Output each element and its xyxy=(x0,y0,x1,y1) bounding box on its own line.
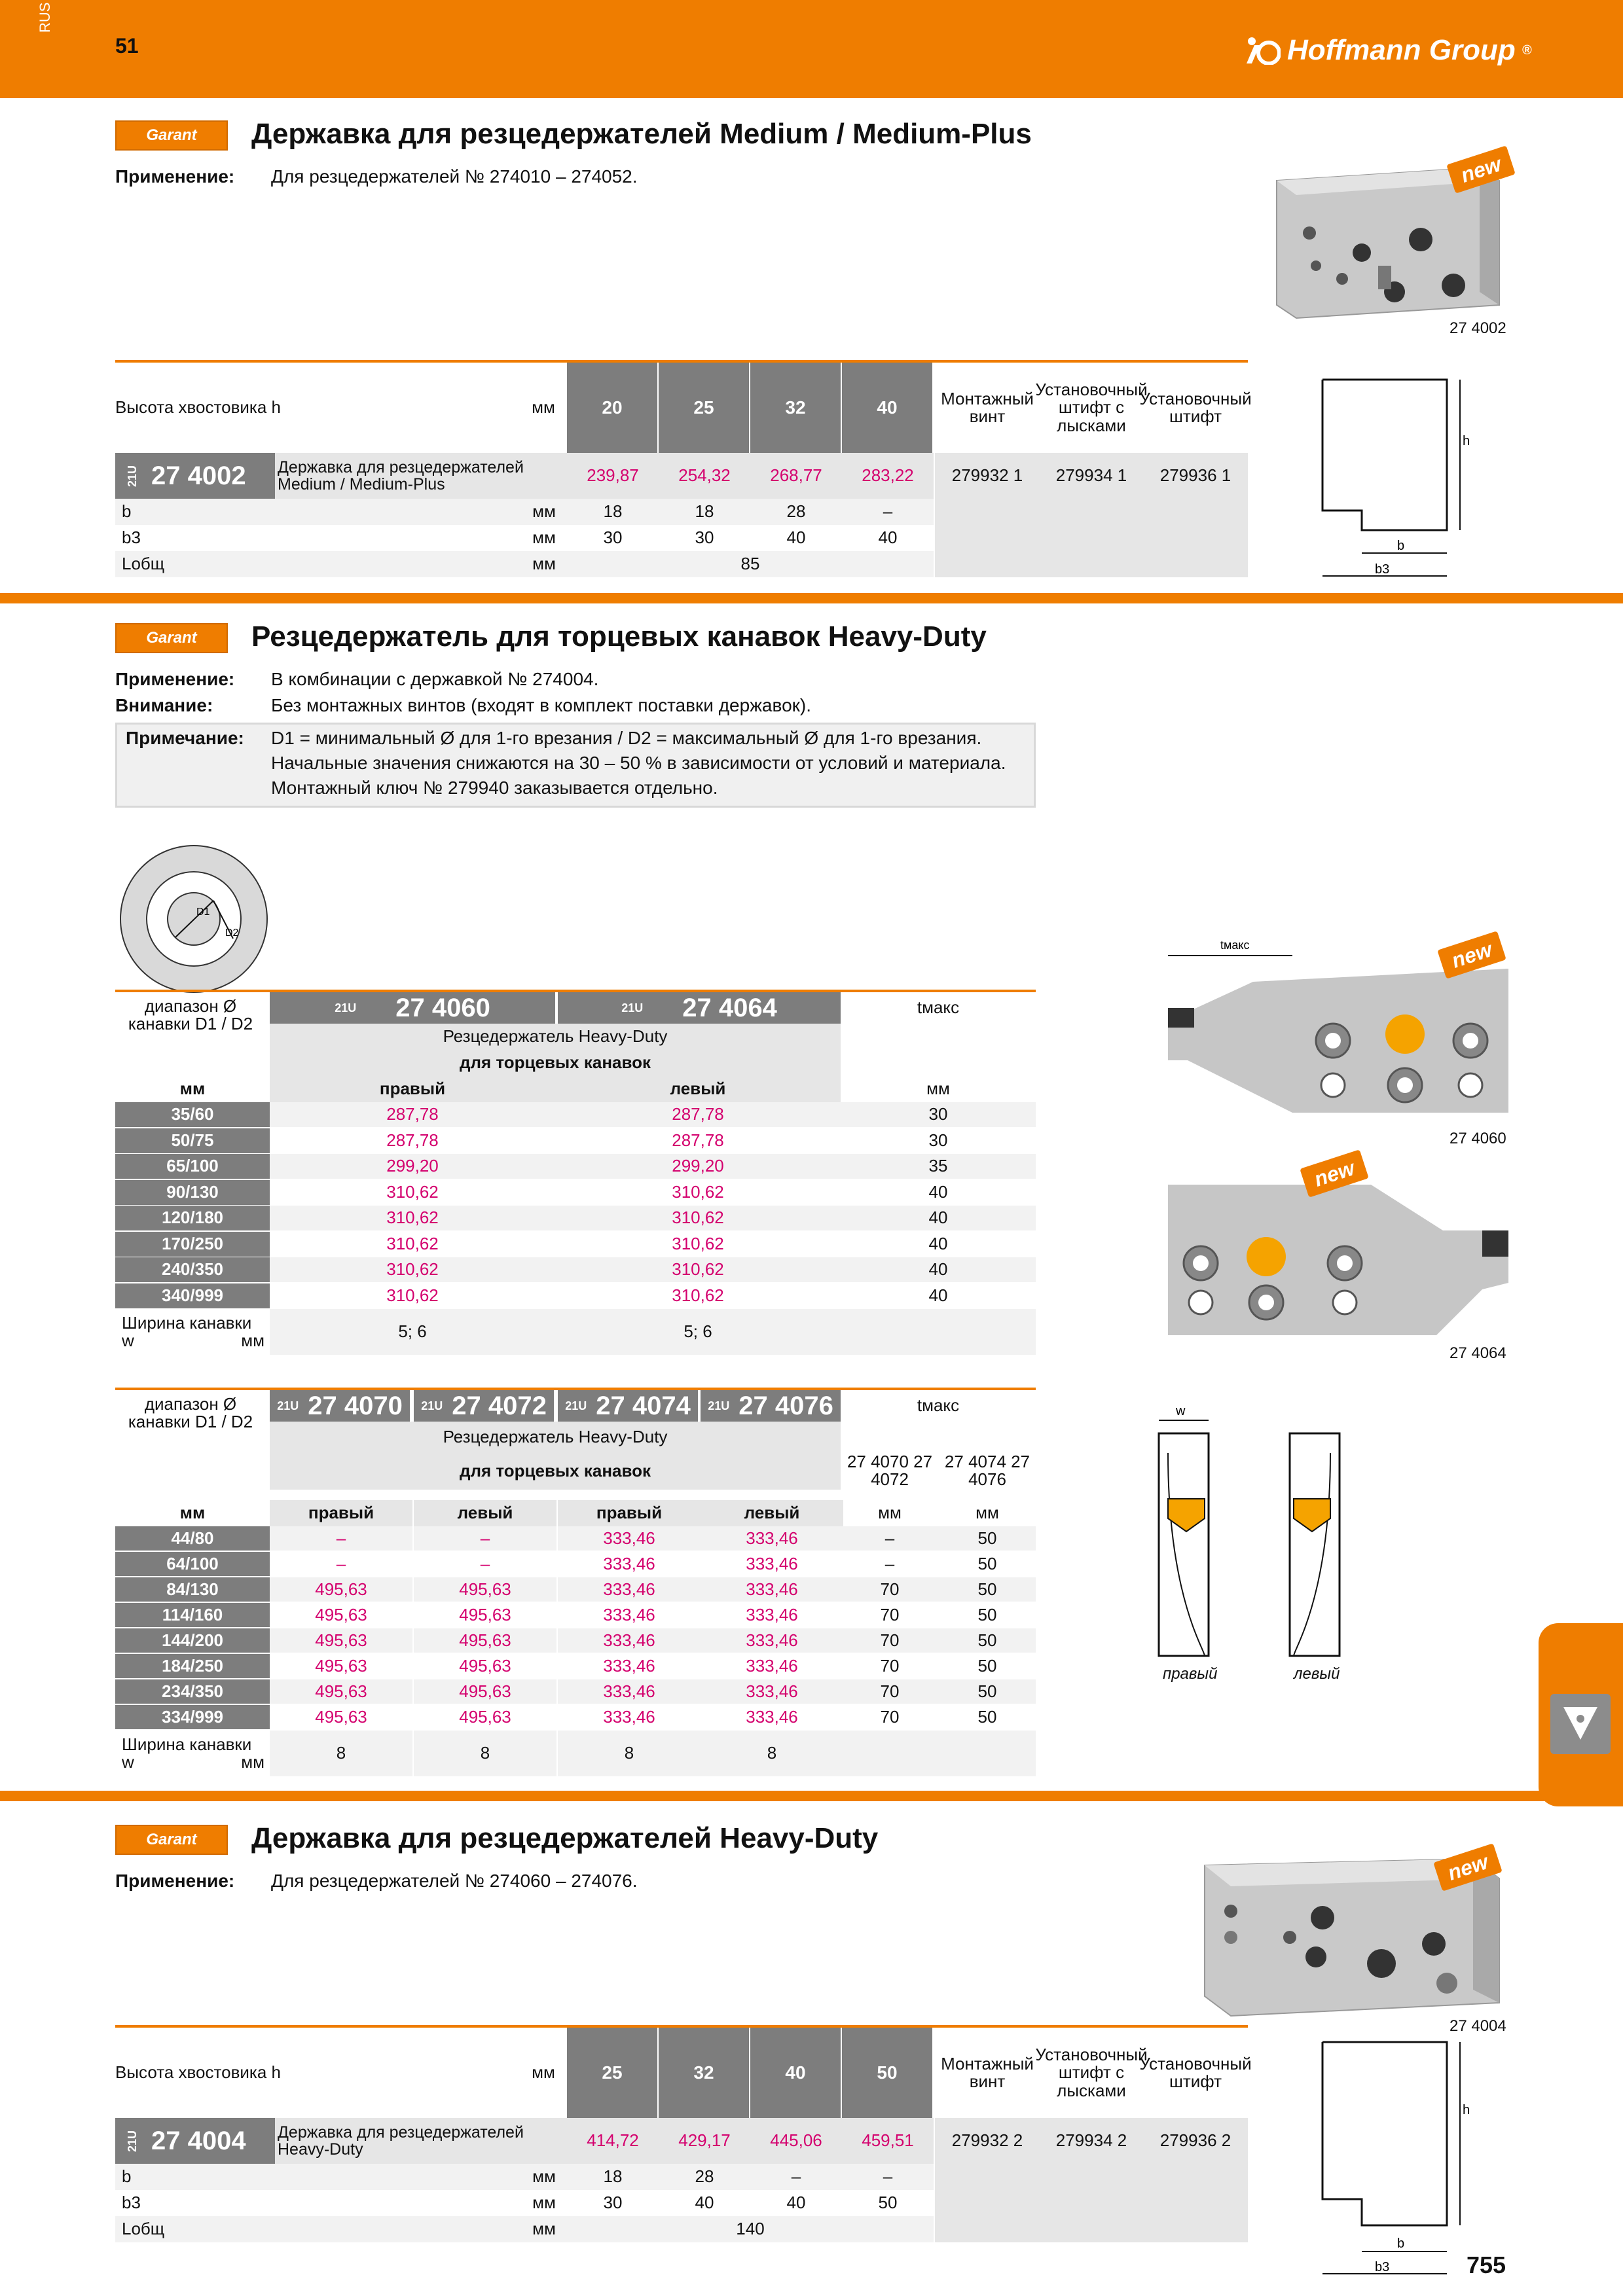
price: 495,63 xyxy=(315,1706,367,1727)
dimension-value: 40 xyxy=(786,2193,806,2213)
article-code xyxy=(270,992,555,1024)
dim-b: b xyxy=(1397,539,1405,553)
extra-part-number: 279932 2 xyxy=(935,2118,1040,2164)
price: 333,46 xyxy=(701,1679,843,1704)
application-text: В комбинации с державкой № 274004. xyxy=(271,669,599,689)
dimension-empty xyxy=(935,2216,1248,2242)
price-left: 310,62 xyxy=(672,1181,724,1202)
insert-direction-diagram xyxy=(1152,1401,1349,1689)
price: 495,63 xyxy=(414,1679,556,1704)
dimension-value: 30 xyxy=(695,528,714,548)
attention-label: Внимание: xyxy=(115,695,213,715)
dimension-label: b3 xyxy=(122,528,141,548)
application-label: Применение: xyxy=(115,1871,235,1891)
dimension-value: 18 xyxy=(567,2164,659,2190)
price-right: 310,62 xyxy=(270,1257,555,1282)
dim-b3: b3 xyxy=(1375,562,1390,577)
price: 268,77 xyxy=(750,453,842,499)
shank-height-label: Высота хвостовика h xyxy=(115,397,281,418)
attention-text: Без монтажных винтов (входят в комплект поставки державок). xyxy=(271,695,811,715)
side-right-header: правый xyxy=(270,1076,555,1102)
dimension-value: 40 xyxy=(695,2193,714,2213)
groove-width-label xyxy=(115,1731,270,1776)
price-right: 310,62 xyxy=(386,1285,439,1305)
shank-size-header: 32 xyxy=(750,363,841,453)
price: 333,46 xyxy=(603,1604,655,1624)
dimension-empty xyxy=(935,2164,1248,2190)
holder-dimension-diagram xyxy=(1316,367,1480,589)
shank-size-header: 20 xyxy=(567,363,657,453)
tmax-value: – xyxy=(841,1526,939,1551)
dimension-value: 40 xyxy=(878,528,898,548)
groove-width-value: 8 xyxy=(270,1731,412,1776)
range-value: 35/60 xyxy=(115,1102,270,1127)
dimension-empty xyxy=(935,499,1248,525)
brand-logo xyxy=(1244,34,1531,67)
price-right: 310,62 xyxy=(270,1206,555,1230)
tmax-value: 50 xyxy=(939,1526,1036,1551)
extra-part-number: 279936 1 xyxy=(1143,453,1248,499)
range-value: 44/80 xyxy=(115,1526,270,1551)
note-line: D1 = минимальный Ø для 1-го врезания / D2 = максимальный Ø для 1-го врезания. xyxy=(271,728,982,748)
groove-width-unit: мм xyxy=(241,1331,264,1350)
tmax-value: 70 xyxy=(880,1604,900,1624)
side-header: левый xyxy=(414,1500,556,1526)
dimension-value: 30 xyxy=(603,2193,623,2213)
dimension-value: 85 xyxy=(567,551,934,577)
dimension-value: 28 xyxy=(750,499,842,525)
chapter-number: 51 xyxy=(115,34,139,58)
extra-header: Установочный штифт xyxy=(1139,2053,1252,2091)
code-prefix: 21U xyxy=(126,465,139,487)
extra-header: Установочный штифт с лысками xyxy=(1035,2045,1148,2100)
new-badge: new xyxy=(1300,1149,1369,1197)
price: 333,46 xyxy=(746,1553,798,1573)
price: 333,46 xyxy=(603,1655,655,1676)
garant-logo xyxy=(115,623,228,653)
side-left-header: левый xyxy=(555,1076,841,1102)
dimension-empty xyxy=(935,2190,1248,2216)
dimension-value: – xyxy=(750,2164,842,2190)
price: – xyxy=(414,1526,556,1551)
price: 495,63 xyxy=(270,1628,412,1653)
tmax-value: 35 xyxy=(841,1154,1036,1179)
groove-width-text: Ширина канавки xyxy=(122,1734,252,1754)
tmax-value: 40 xyxy=(928,1233,948,1253)
description-line: для торцевых канавок xyxy=(270,1050,841,1076)
brand-name: Hoffmann Group xyxy=(1287,34,1516,66)
tmax-group: 27 4070 27 4072 xyxy=(847,1451,933,1489)
shank-size-header: 50 xyxy=(842,2028,932,2118)
dimension-label: Lобщ xyxy=(115,551,521,577)
image-caption: 27 4064 xyxy=(1450,1344,1506,1362)
dimension-unit: мм xyxy=(521,499,567,525)
price: 239,87 xyxy=(567,453,659,499)
price: 283,22 xyxy=(842,453,934,499)
groove-width-empty xyxy=(841,1309,1036,1355)
price: 254,32 xyxy=(659,453,750,499)
price-right: 310,62 xyxy=(386,1233,439,1253)
code-number: 27 4072 xyxy=(452,1391,547,1420)
price: 333,46 xyxy=(746,1706,798,1727)
application-text: Для резцедержателей № 274060 – 274076. xyxy=(271,1871,638,1891)
description-line: Резцедержатель Heavy-Duty xyxy=(270,1422,841,1453)
tmax-unit: мм xyxy=(976,1503,999,1523)
dimension-value: 140 xyxy=(567,2216,934,2242)
tmax-value: 30 xyxy=(841,1102,1036,1127)
garant-logo xyxy=(115,120,228,151)
dimension-value: – xyxy=(842,499,934,525)
extra-part-number: 279932 1 xyxy=(935,453,1040,499)
shank-size-header: 40 xyxy=(750,2028,841,2118)
shank-height-label: Высота хвостовика h xyxy=(115,2062,281,2083)
price-right: 287,78 xyxy=(386,1130,439,1150)
holder-274064-image xyxy=(1161,1165,1515,1348)
note-line: Начальные значения снижаются на 30 – 50 % в зависимости от условий и материала. xyxy=(271,753,1006,773)
code-prefix: 21U xyxy=(421,1399,443,1412)
dim-h: h xyxy=(1463,434,1470,448)
tmax-value: 40 xyxy=(928,1285,948,1305)
code-prefix: 21U xyxy=(565,1399,587,1412)
price-right: 310,62 xyxy=(386,1181,439,1202)
side-header: правый xyxy=(270,1500,412,1526)
extra-header: Установочный штифт с лысками xyxy=(1035,380,1148,435)
price: 333,46 xyxy=(603,1706,655,1727)
groove-width-value: 8 xyxy=(701,1731,843,1776)
dimension-label: b3 xyxy=(122,2193,141,2213)
dimension-value: 50 xyxy=(878,2193,898,2213)
tmax-value: 50 xyxy=(977,1706,997,1727)
price: 495,63 xyxy=(459,1604,511,1624)
groove-width-label xyxy=(115,1309,270,1355)
article-code xyxy=(270,1390,410,1422)
shank-height-unit: мм xyxy=(532,397,555,418)
range-unit: мм xyxy=(179,1079,206,1099)
tmax-value: 40 xyxy=(928,1181,948,1202)
price: 429,17 xyxy=(659,2118,750,2164)
article-code xyxy=(115,453,275,499)
garant-logo-text: Garant xyxy=(146,629,197,647)
code-prefix: 21U xyxy=(126,2130,139,2152)
tmax-value: 40 xyxy=(841,1206,1036,1230)
new-badge: new xyxy=(1433,1843,1503,1891)
dimension-value: 18 xyxy=(567,499,659,525)
range-value: 144/200 xyxy=(115,1628,270,1653)
range-value: 65/100 xyxy=(115,1154,270,1179)
dimension-unit: мм xyxy=(521,551,567,577)
code-number: 27 4064 xyxy=(682,994,777,1022)
application-label: Применение: xyxy=(115,166,235,187)
price: 333,46 xyxy=(558,1628,701,1653)
groove-width-empty xyxy=(841,1731,1036,1776)
groove-width-symbol: w xyxy=(122,1331,134,1350)
tmax-value: 50 xyxy=(939,1679,1036,1704)
shank-size-header: 25 xyxy=(567,2028,657,2118)
image-caption: 27 4060 xyxy=(1450,1130,1506,1147)
range-value: 64/100 xyxy=(115,1552,270,1576)
garant-logo xyxy=(115,1825,228,1855)
application-text: Для резцедержателей № 274010 – 274052. xyxy=(271,166,638,187)
price: – xyxy=(270,1526,412,1551)
side-header: правый xyxy=(558,1500,701,1526)
dim-w: w xyxy=(1176,1404,1186,1418)
article-description: Державка для резцедержателей Medium / Medium-Plus xyxy=(275,453,567,499)
brand-mark: ® xyxy=(1522,43,1532,58)
shank-size-header: 40 xyxy=(842,363,932,453)
article-code xyxy=(701,1390,841,1422)
dimension-unit: мм xyxy=(532,528,556,548)
image-caption: 27 4002 xyxy=(1450,319,1506,337)
page-number: 755 xyxy=(1467,2251,1506,2278)
price: 495,63 xyxy=(315,1604,367,1624)
groove-width-value: 8 xyxy=(558,1731,701,1776)
section-title: Державка для резцедержателей Medium / Medium-Plus xyxy=(251,118,1032,150)
range-value: 170/250 xyxy=(115,1232,270,1257)
tmax-value: 50 xyxy=(977,1553,997,1573)
price: 333,46 xyxy=(746,1655,798,1676)
tmax-value: 70 xyxy=(841,1628,939,1653)
language-tag: RUS xyxy=(37,2,53,33)
price: 495,63 xyxy=(414,1628,556,1653)
groove-width-value: 5; 6 xyxy=(270,1309,555,1355)
dimension-unit: мм xyxy=(521,2164,567,2190)
groove-width-text: Ширина канавки xyxy=(122,1312,252,1333)
groove-width-value: 5; 6 xyxy=(555,1309,841,1355)
section-title: Резцедержатель для торцевых канавок Heavy-Duty xyxy=(251,620,987,653)
code-number: 27 4070 xyxy=(308,1391,403,1420)
code-number: 27 4004 xyxy=(151,2126,246,2155)
extra-part-number: 279934 2 xyxy=(1040,2118,1143,2164)
extra-part-number: 279936 2 xyxy=(1143,2118,1248,2164)
dim-d1: D1 xyxy=(196,906,210,918)
price: – xyxy=(480,1553,490,1573)
range-value: 184/250 xyxy=(115,1654,270,1678)
code-number: 27 4060 xyxy=(395,994,490,1022)
article-code xyxy=(115,2118,275,2164)
note-label: Примечание: xyxy=(126,728,244,748)
new-badge: new xyxy=(1437,931,1506,978)
right-label: правый xyxy=(1163,1665,1218,1683)
side-header: левый xyxy=(701,1500,843,1526)
tmax-value: 50 xyxy=(977,1604,997,1624)
price-left: 287,78 xyxy=(672,1130,724,1150)
price: 333,46 xyxy=(558,1679,701,1704)
dimension-empty xyxy=(935,551,1248,577)
dim-d2: D2 xyxy=(225,927,239,939)
price: 495,63 xyxy=(315,1655,367,1676)
price: 445,06 xyxy=(750,2118,842,2164)
extra-part-number: 279934 1 xyxy=(1040,453,1143,499)
turning-tool-icon xyxy=(1550,1694,1611,1754)
dimension-unit: мм xyxy=(532,2193,556,2213)
dimension-value: 40 xyxy=(786,528,806,548)
dimension-value: 28 xyxy=(659,2164,750,2190)
tmax-value: – xyxy=(884,1553,895,1573)
dimension-label: b xyxy=(115,2164,521,2190)
tmax-value: 70 xyxy=(880,1706,900,1727)
range-value: 234/350 xyxy=(115,1679,270,1704)
range-value: 114/160 xyxy=(115,1603,270,1627)
tmax-value: 50 xyxy=(977,1655,997,1676)
range-value: 340/999 xyxy=(115,1283,270,1308)
dimension-empty xyxy=(935,525,1248,551)
tmax-value: 70 xyxy=(841,1577,939,1602)
tmax-value: 30 xyxy=(928,1130,948,1150)
section-divider xyxy=(0,593,1623,603)
tmax-value: 70 xyxy=(880,1655,900,1676)
price-left: 310,62 xyxy=(672,1285,724,1305)
groove-width-unit: мм xyxy=(241,1752,264,1772)
price-left: 310,62 xyxy=(555,1257,841,1282)
section-divider xyxy=(0,1791,1623,1801)
new-badge: new xyxy=(1446,145,1516,193)
dim-tmax: tмакс xyxy=(1220,939,1250,952)
code-number: 27 4074 xyxy=(596,1391,691,1420)
dimension-value: 30 xyxy=(603,528,623,548)
dimension-label: b xyxy=(115,499,521,525)
groove-width-symbol: w xyxy=(122,1752,134,1772)
extra-header: Монтажный винт xyxy=(941,388,1034,426)
shank-size-header: 25 xyxy=(659,363,749,453)
price: 459,51 xyxy=(842,2118,934,2164)
article-description: Державка для резцедержателей Heavy-Duty xyxy=(275,2118,567,2164)
description-line: для торцевых канавок xyxy=(270,1453,841,1490)
note-line: Монтажный ключ № 279940 заказывается отдельно. xyxy=(271,778,718,798)
price: 495,63 xyxy=(459,1655,511,1676)
tmax-value: 40 xyxy=(841,1257,1036,1282)
range-value: 120/180 xyxy=(115,1206,270,1230)
range-value: 240/350 xyxy=(115,1257,270,1282)
dimension-unit: мм xyxy=(521,2216,567,2242)
price: 495,63 xyxy=(459,1706,511,1727)
garant-logo-text: Garant xyxy=(146,126,197,144)
holder-dimension-diagram xyxy=(1316,2029,1480,2284)
groove-diameter-diagram xyxy=(115,840,272,997)
article-code xyxy=(558,992,841,1024)
dimension-label: Lобщ xyxy=(115,2216,521,2242)
code-prefix: 21U xyxy=(335,1001,357,1014)
description-line: Резцедержатель Heavy-Duty xyxy=(270,1024,841,1050)
range-value: 50/75 xyxy=(115,1128,270,1153)
image-caption: 27 4004 xyxy=(1450,2017,1506,2035)
price: 495,63 xyxy=(270,1577,412,1602)
dim-b: b xyxy=(1397,2236,1405,2251)
shank-height-unit: мм xyxy=(532,2062,555,2083)
dimension-value: – xyxy=(842,2164,934,2190)
tmax-value: 50 xyxy=(939,1628,1036,1653)
price-left: 310,62 xyxy=(555,1206,841,1230)
tmax-header: tмакс xyxy=(917,997,960,1018)
groove-width-value: 8 xyxy=(414,1731,556,1776)
hoffmann-logo-icon xyxy=(1244,36,1281,65)
range-header: диапазон Ø канавки D1 / D2 xyxy=(128,996,253,1033)
price-right: 287,78 xyxy=(270,1102,555,1127)
tmax-group: 27 4074 27 4076 xyxy=(944,1451,1030,1489)
tmax-unit: мм xyxy=(926,1079,950,1099)
price-left: 287,78 xyxy=(555,1102,841,1127)
range-unit: мм xyxy=(179,1503,206,1523)
dim-h: h xyxy=(1463,2103,1470,2117)
tmax-unit: мм xyxy=(878,1503,902,1523)
section-title: Державка для резцедержателей Heavy-Duty xyxy=(251,1822,879,1854)
range-value: 84/130 xyxy=(115,1577,270,1602)
price: 333,46 xyxy=(558,1577,701,1602)
code-prefix: 21U xyxy=(708,1399,730,1412)
tmax-value: 50 xyxy=(939,1577,1036,1602)
article-code xyxy=(414,1390,554,1422)
tmax-value: 70 xyxy=(841,1679,939,1704)
code-number: 27 4002 xyxy=(151,461,246,490)
extra-header: Монтажный винт xyxy=(941,2053,1034,2091)
range-header: диапазон Ø канавки D1 / D2 xyxy=(128,1393,253,1431)
range-value: 90/130 xyxy=(115,1180,270,1205)
price: 495,63 xyxy=(270,1679,412,1704)
extra-header: Установочный штифт xyxy=(1139,388,1252,426)
price: – xyxy=(336,1553,346,1573)
price: 333,46 xyxy=(701,1526,843,1551)
price-left: 299,20 xyxy=(555,1154,841,1179)
tmax-header: tмакс xyxy=(917,1395,960,1416)
dim-b3: b3 xyxy=(1375,2260,1390,2274)
article-code xyxy=(558,1390,698,1422)
range-value: 334/999 xyxy=(115,1705,270,1729)
left-label: левый xyxy=(1294,1665,1340,1683)
price: 333,46 xyxy=(603,1553,655,1573)
application-label: Применение: xyxy=(115,669,235,689)
code-number: 27 4076 xyxy=(739,1391,833,1420)
price: 333,46 xyxy=(701,1628,843,1653)
shank-size-header: 32 xyxy=(659,2028,749,2118)
code-prefix: 21U xyxy=(277,1399,299,1412)
price: 333,46 xyxy=(701,1577,843,1602)
price: 414,72 xyxy=(567,2118,659,2164)
price-left: 310,62 xyxy=(672,1233,724,1253)
garant-logo-text: Garant xyxy=(146,1831,197,1848)
dimension-value: 18 xyxy=(659,499,750,525)
price: 333,46 xyxy=(746,1604,798,1624)
code-prefix: 21U xyxy=(621,1001,644,1014)
price: 333,46 xyxy=(558,1526,701,1551)
price: 495,63 xyxy=(414,1577,556,1602)
price-right: 299,20 xyxy=(270,1154,555,1179)
